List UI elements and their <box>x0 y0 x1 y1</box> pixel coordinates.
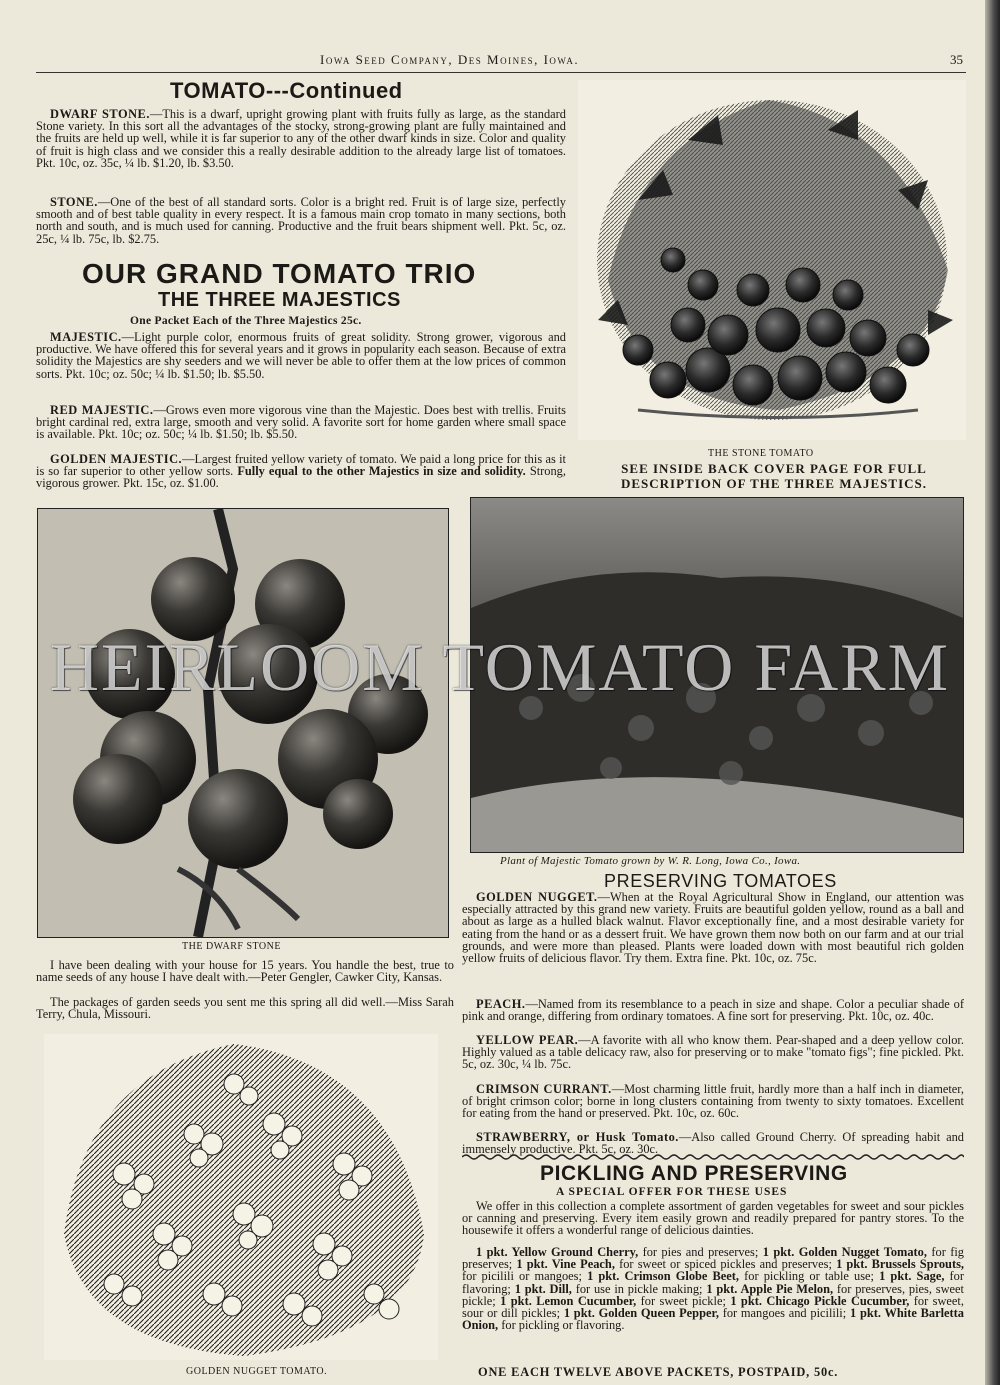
pickling-item-use: for mangoes and picilili; <box>718 1306 850 1321</box>
testimonial-2 <box>36 996 454 1020</box>
entry-name: STONE. <box>50 195 98 209</box>
pickling-item-name: 1 pkt. Yellow Ground Cherry, <box>476 1245 639 1259</box>
header-rule <box>36 72 966 73</box>
majestic-photo-caption: Plant of Majestic Tomato grown by W. R. Long, Iowa Co., Iowa. <box>500 855 801 867</box>
pickling-item-name: 1 pkt. White Barletta Onion, <box>462 1306 964 1333</box>
entry-text: —This is a dwarf, upright growing plant with fruits fully as large, as the standard Stone variety. In this sort all the advantages of the stocky, strong-growing plant are fully maintained and the fruits are held up well, while it is far superior to any of the other dwarf kinds in size. Color and quality of fruit is high class and we consider this a really desirable addition to the already large list of tomatoes. Pkt. 10c, oz. 35c, ¼ lb. $1.20, lb. $3.50. <box>36 107 567 170</box>
stone-tomato-caption: THE STONE TOMATO <box>708 448 814 459</box>
dwarf-stone-photo <box>37 508 449 938</box>
dwarf-stone-caption: THE DWARF STONE <box>182 941 281 952</box>
pickling-item-use: for sweet, sour or dill pickles; <box>462 1293 964 1321</box>
testimonial-text: The packages of garden seeds you sent me this spring all did well.—Miss Sarah Terry, Chula, Missouri. <box>36 995 454 1022</box>
tomato-plant-illustration <box>578 80 966 440</box>
pickling-item-use: for use in pickle making; <box>571 1281 707 1296</box>
pickling-item-use: for preserves, pies, sweet pickle; <box>462 1281 964 1308</box>
pickling-item-use: for fig preserves; <box>462 1245 964 1272</box>
entry-name: YELLOW PEAR. <box>476 1033 579 1047</box>
pickling-items <box>462 1246 964 1331</box>
entry-bold: Fully equal to the other Majestics in size and solidity. <box>237 464 526 479</box>
running-header <box>0 52 985 72</box>
pickling-item-use: for pies and preserves; <box>638 1245 763 1259</box>
entry-name: CRIMSON CURRANT. <box>476 1082 612 1096</box>
watermark-text: HEIRLOOM TOMATO FARM <box>49 629 951 705</box>
trio-offer: One Packet Each of the Three Majestics 25c. <box>130 315 362 327</box>
pickling-closing: ONE EACH TWELVE ABOVE PACKETS, POSTPAID, 50c. <box>478 1365 839 1379</box>
header-title: Iowa Seed Company, Des Moines, Iowa. <box>320 52 580 67</box>
trio-heading: OUR GRAND TOMATO TRIO <box>82 258 477 289</box>
testimonial-text: I have been dealing with your house for 15 years. You handle the best, true to name seeds of any house I have dealt with.—Peter Gengler, Cawker City, Kansas. <box>36 958 454 985</box>
entry-text: —Grows even more vigorous vine than the Majestic. Does best with trellis. Fruits bright cardinal red, extra large, smooth and very solid. A favorite sort for home garden where small space is available. Pkt. 10c; oz. 50c; ¼ lb. $1.50; lb. $5.50. <box>36 403 566 442</box>
wavy-divider <box>462 1153 964 1161</box>
pickling-item-name: 1 pkt. Sage, <box>879 1269 945 1284</box>
pickling-item-use: for picilili or mangoes; <box>462 1269 588 1284</box>
stone-tomato-engraving <box>578 80 966 440</box>
entry-text: —Light purple color, enormous fruits of great solidity. Strong grower, vigorous and productive. We have offered this for several years and it grows in popularity each season. Because of extra solidity the Majestics are shy seeders and we will never be able to offer them at the low prices of common sorts. Pkt. 10c; oz. 50c; ¼ lb. $1.50; lb. $5.50. <box>36 330 566 381</box>
pickling-list <box>462 1246 964 1331</box>
majestic-plant-photo <box>470 497 964 853</box>
entry-name: MAJESTIC. <box>50 330 122 344</box>
nugget-plant-illustration <box>44 1034 438 1360</box>
pickling-item-name: 1 pkt. Lemon Cucumber, <box>500 1293 637 1308</box>
crimson-currant-entry <box>462 1083 964 1120</box>
yellow-pear-entry <box>462 1034 964 1071</box>
pickling-item-name: 1 pkt. Apple Pie Melon, <box>706 1281 834 1296</box>
entry-name: RED MAJESTIC. <box>50 403 154 417</box>
pickling-subheading: A SPECIAL OFFER FOR THESE USES <box>556 1186 788 1198</box>
pickling-item-name: 1 pkt. Golden Queen Pepper, <box>563 1306 719 1321</box>
testimonial-1 <box>36 959 454 983</box>
entry-text-end: Strong, vigorous grower. Pkt. 15c, oz. $1.00. <box>36 464 566 491</box>
red-majestic-entry <box>36 404 566 441</box>
preserving-heading: PRESERVING TOMATOES <box>604 871 837 891</box>
pickling-item-name: 1 pkt. Crimson Globe Beet, <box>587 1269 740 1284</box>
pickling-item-name: 1 pkt. Dill, <box>514 1281 572 1296</box>
pickling-item-name: 1 pkt. Chicago Pickle Cucumber, <box>730 1293 910 1308</box>
majestic-plant-image <box>471 498 963 852</box>
entry-text: —One of the best of all standard sorts. Color is a bright red. Fruit is of large size, perfectly smooth and of best table quality in every respect. It is a famous main crop tomato in many sections, both north and south, and is much used for canning. Productive and the fruit bears shipment well. Pkt. 5c, oz. 25c, ¼ lb. 75c, lb. $2.75. <box>36 195 566 246</box>
majestic-entry <box>36 331 566 380</box>
pickling-item-name: 1 pkt. Golden Nugget Tomato, <box>762 1245 927 1259</box>
golden-nugget-entry <box>462 891 964 964</box>
entry-name: GOLDEN NUGGET. <box>476 890 598 904</box>
page-number: 35 <box>950 52 963 67</box>
entry-text: —Largest fruited yellow variety of tomato. We paid a long price for this as it is so far superior to other yellow sorts. <box>36 452 566 479</box>
pickling-item-use: for pickling or table use; <box>739 1269 880 1284</box>
pickling-item-name: 1 pkt. Brussels Sprouts, <box>836 1257 964 1272</box>
peach-entry <box>462 998 964 1022</box>
stone-tomato-note: SEE INSIDE BACK COVER PAGE FOR FULL DESCRIPTION OF THE THREE MAJESTICS. <box>620 461 928 491</box>
entry-name: PEACH. <box>476 997 526 1011</box>
pickling-item-use: for pickling or flavoring. <box>498 1318 625 1333</box>
stone-entry <box>36 196 566 245</box>
trio-subheading: THE THREE MAJESTICS <box>158 289 401 311</box>
entry-name: STRAWBERRY, or Husk Tomato. <box>476 1130 679 1144</box>
section-heading-tomato: TOMATO---Continued <box>170 78 403 103</box>
entry-text: —Most charming little fruit, hardly more than a half inch in diameter, of bright crimson color; borne in long clusters containing from twenty to sixty tomatoes. Excellent for eating from the hand or preserved. Pkt. 10c, oz. 60c. <box>462 1082 965 1121</box>
tomato-cluster-photo <box>38 509 448 937</box>
pickling-item-use: for flavoring; <box>462 1269 964 1296</box>
entry-text: —Also called Ground Cherry. Of spreading habit and immensely productive. Pkt. 5c, oz. 30c. <box>462 1130 964 1157</box>
strawberry-entry <box>462 1131 964 1155</box>
pickling-item-use: for sweet or spiced pickles and preserves; <box>614 1257 837 1272</box>
entry-name: GOLDEN MAJESTIC. <box>50 452 183 466</box>
entry-text: —A favorite with all who know them. Pear-shaped and a deep yellow color. Highly valued as a table delicacy raw, also for preserving or to make "tomato figs"; fine pickled. Pkt. 5c, oz. 30c, ¼ lb. 75c. <box>462 1033 964 1072</box>
entry-name: DWARF STONE. <box>50 107 150 121</box>
entry-text: —When at the Royal Agricultural Show in England, our attention was especially attracted by this grand new variety. Fruits are beautiful golden yellow, round as a ball and about as large as a hulled black walnut. Flavor exceptionally fine, and a most desirable variety for eating from the hand or as a dessert fruit. We have grown them now both on our farm and at our trial grounds, and were more than pleased. Plants were loaded down with most beautiful rich golden yellow fruits of delicious flavor. Try them. Extra fine. Pkt. 10c, oz. 75c. <box>462 890 964 966</box>
pickling-heading: PICKLING AND PRESERVING <box>540 1162 848 1185</box>
golden-nugget-caption: GOLDEN NUGGET TOMATO. <box>186 1366 328 1377</box>
entry-text: —Named from its resemblance to a peach in size and shape. Color a peculiar shade of pink and orange, differing from ordinary tomatoes. A fine sort for preserving. Pkt. 10c, oz. 40c. <box>462 997 964 1024</box>
pickling-intro-text: We offer in this collection a complete assortment of garden vegetables for sweet and sour pickles or canning and preserving. Every item easily grown and readily prepared for pantry stores. To the housewife it offers a wonderful range of delicious dainties. <box>462 1199 964 1238</box>
page-edge <box>985 0 1000 1385</box>
pickling-intro <box>462 1200 964 1237</box>
pickling-item-use: for sweet pickle; <box>636 1293 731 1308</box>
dwarf-stone-entry <box>36 108 566 169</box>
pickling-item-name: 1 pkt. Vine Peach, <box>516 1257 615 1272</box>
golden-majestic-entry <box>36 453 566 490</box>
golden-nugget-engraving <box>44 1034 438 1360</box>
